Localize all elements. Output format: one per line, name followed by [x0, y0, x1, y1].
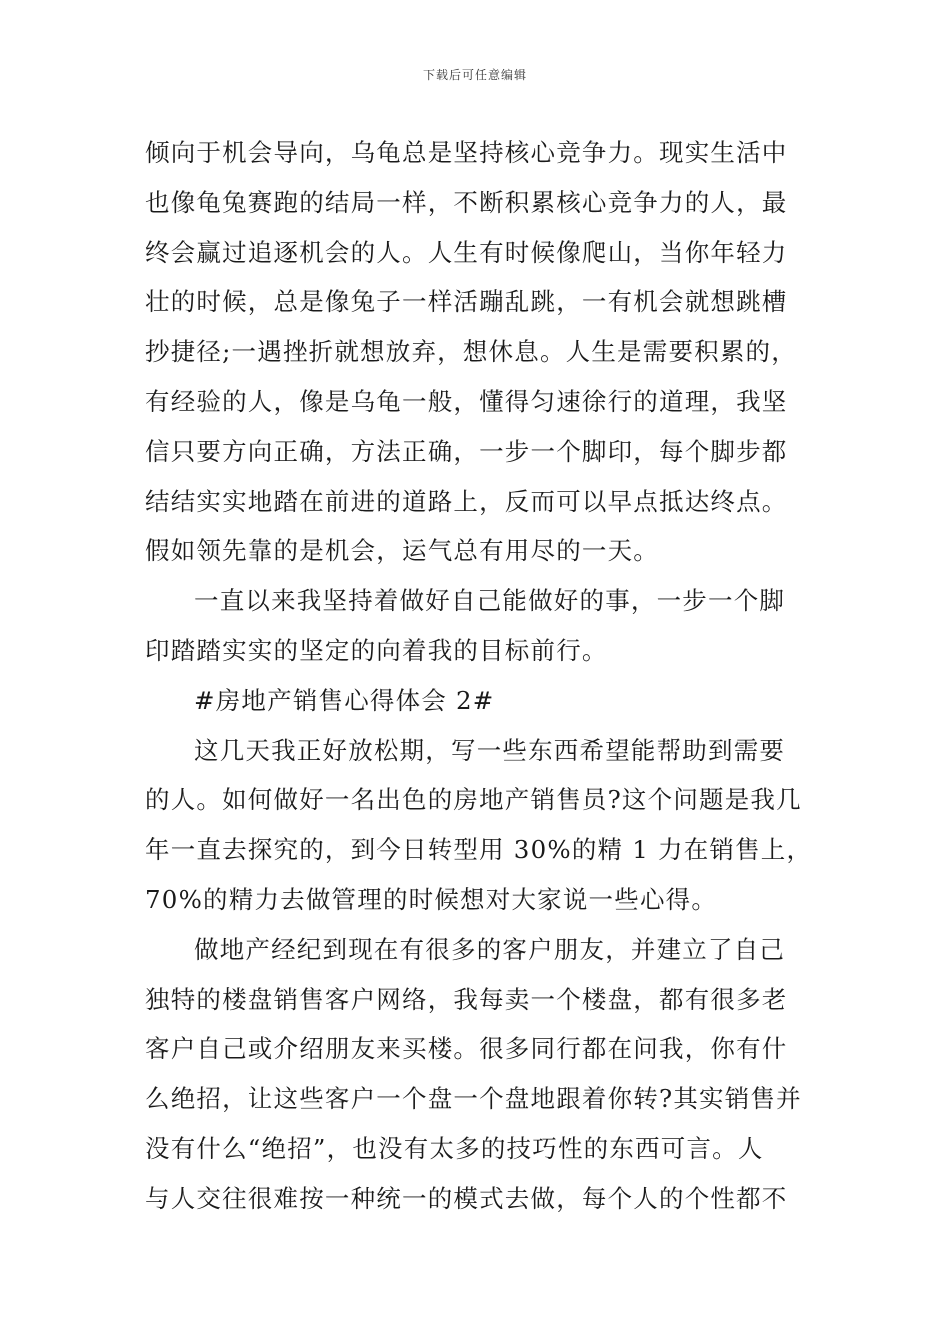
- text-line: 年一直去探究的，到今日转型用 30%的精 1 力在销售上，: [145, 835, 813, 865]
- text-line: 么绝招，让这些客户一个盘一个盘地跟着你转?其实销售并: [145, 1084, 802, 1114]
- text-line: 70%的精力去做管理的时候想对大家说一些心得。: [145, 884, 718, 914]
- text-line: 印踏踏实实的坚定的向着我的目标前行。: [145, 635, 608, 665]
- text-line: 结结实实地踏在前进的道路上，反而可以早点抵达终点。: [145, 486, 788, 516]
- text-line: 独特的楼盘销售客户网络，我每卖一个楼盘，都有很多老: [145, 984, 788, 1014]
- text-line: 壮的时候，总是像兔子一样活蹦乱跳，一有机会就想跳槽: [145, 287, 788, 317]
- text-line: 终会赢过追逐机会的人。人生有时候像爬山，当你年轻力: [145, 237, 788, 267]
- paragraph-start-line: 做地产经纪到现在有很多的客户朋友，并建立了自己: [194, 934, 786, 964]
- page-header-note: 下载后可任意编辑: [422, 68, 527, 82]
- paragraph-start-line: 这几天我正好放松期，写一些东西希望能帮助到需要: [194, 735, 786, 765]
- text-line: 没有什么“绝招”，也没有太多的技巧性的东西可言。人: [145, 1133, 764, 1163]
- text-line: 假如领先靠的是机会，运气总有用尽的一天。: [145, 536, 659, 566]
- text-line: 倾向于机会导向，乌龟总是坚持核心竞争力。现实生活中: [145, 138, 788, 167]
- text-line: 客户自己或介绍朋友来买楼。很多同行都在问我，你有什: [145, 1034, 788, 1064]
- section-heading: #房地产销售心得体会 2#: [194, 685, 495, 715]
- text-line: 信只要方向正确，方法正确，一步一个脚印，每个脚步都: [145, 436, 788, 466]
- document-body: [145, 128, 815, 1224]
- paragraph-start-line: 一直以来我坚持着做好自己能做好的事，一步一个脚: [194, 586, 786, 616]
- text-line: 的人。如何做好一名出色的房地产销售员?这个问题是我几: [145, 785, 802, 815]
- text-line: 也像龟兔赛跑的结局一样，不断积累核心竞争力的人，最: [145, 187, 788, 217]
- text-line: 与人交往很难按一种统一的模式去做，每个人的个性都不: [145, 1183, 788, 1213]
- text-line: 抄捷径;一遇挫折就想放弃，想休息。人生是需要积累的，: [145, 337, 797, 367]
- text-line: 有经验的人，像是乌龟一般，懂得匀速徐行的道理，我坚: [145, 386, 788, 416]
